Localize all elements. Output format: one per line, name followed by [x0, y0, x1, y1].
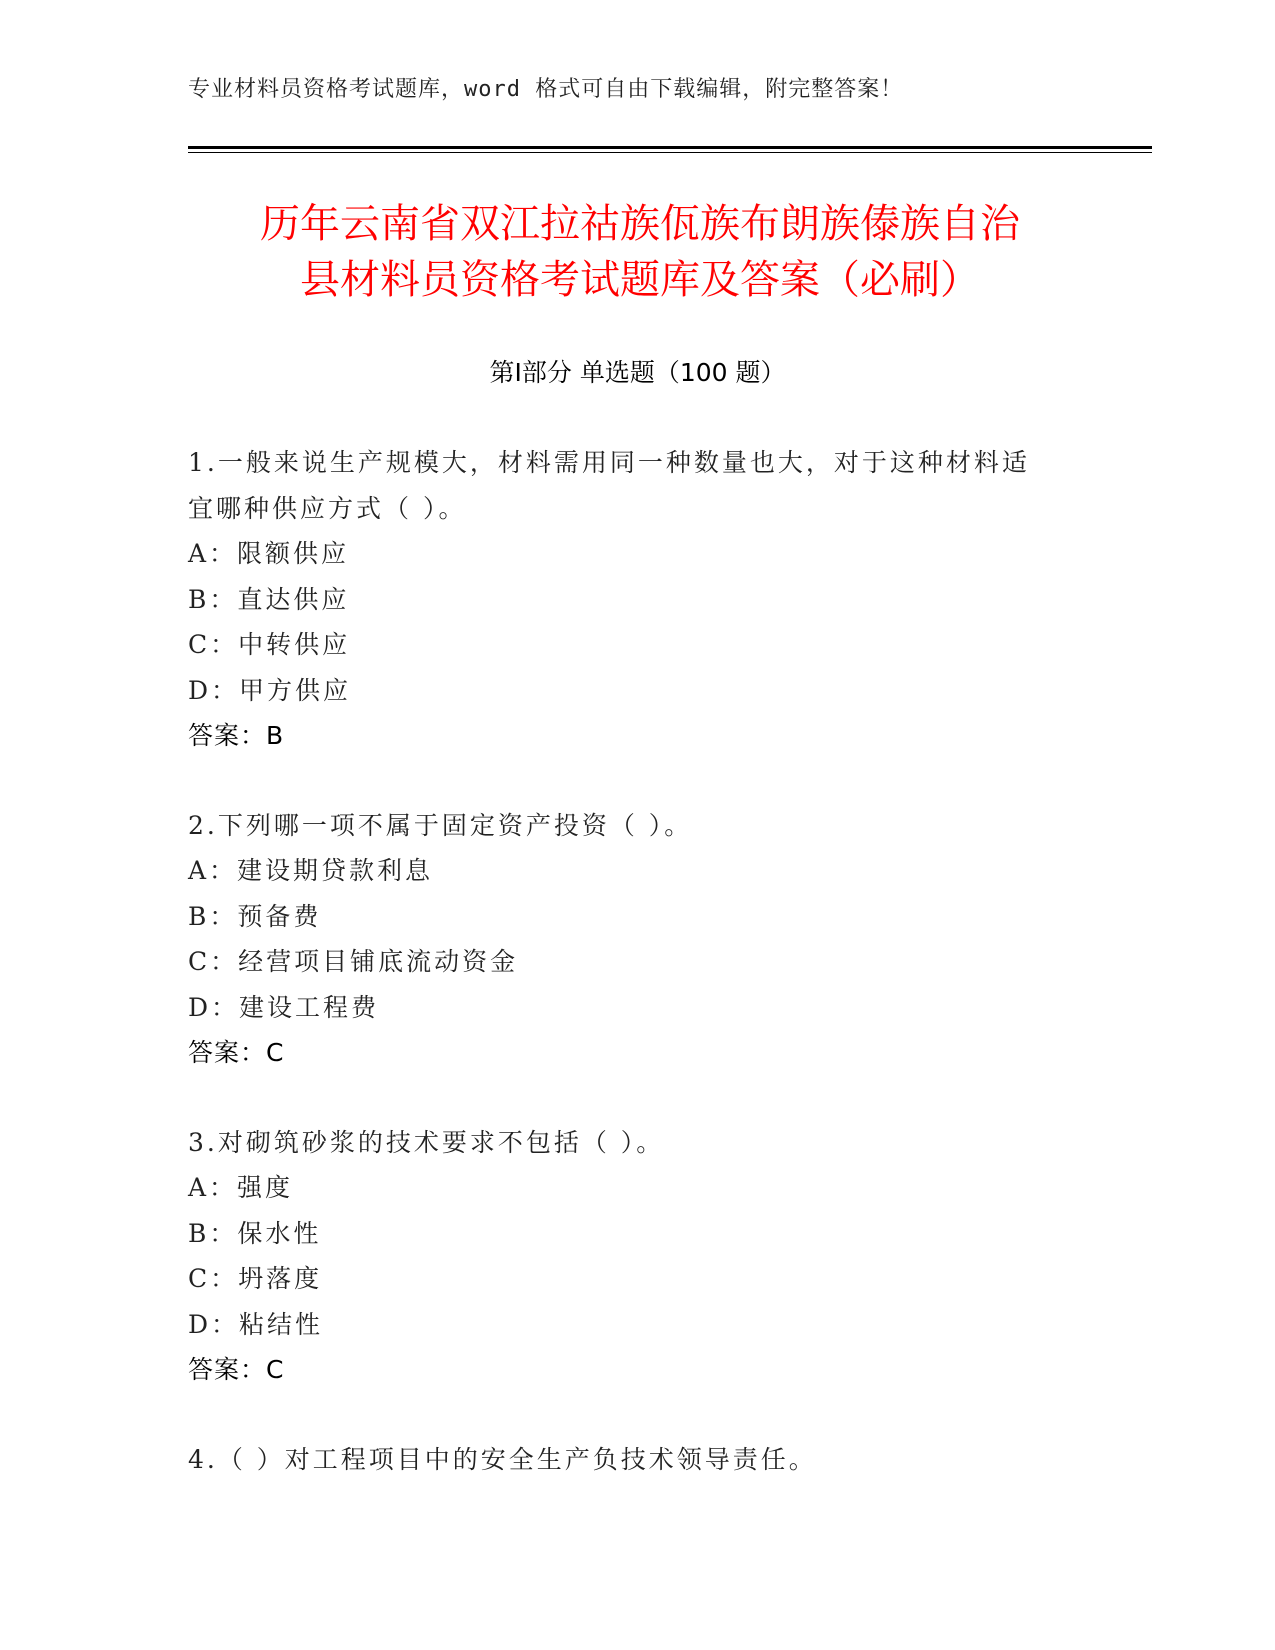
header-rule-thin	[188, 152, 1152, 153]
header-note: 专业材料员资格考试题库，word 格式可自由下载编辑，附完整答案！	[188, 77, 904, 102]
option-d: D：粘结性	[188, 1309, 324, 1339]
option-a: A：建设期贷款利息	[188, 856, 434, 885]
question-stem-line: 1.一般来说生产规模大，材料需用同一种数量也大，对于这种材料适	[188, 448, 1030, 477]
option-d: D：甲方供应	[188, 675, 352, 705]
option-b: B：预备费	[188, 901, 322, 931]
section-heading: 第Ⅰ部分 单选题（100 题）	[489, 358, 786, 387]
title-line-1: 历年云南省双江拉祜族佤族布朗族傣族自治	[260, 201, 1020, 247]
option-b: B：保水性	[188, 1218, 322, 1248]
option-c: C：坍落度	[188, 1264, 323, 1293]
question-3	[188, 1120, 1068, 1393]
question-stem-line: 4.（ ）对工程项目中的安全生产负技术领导责任。	[188, 1444, 817, 1474]
option-a: A：限额供应	[188, 539, 350, 568]
option-a: A：强度	[188, 1173, 294, 1202]
question-stem-line: 宜哪种供应方式（ ）。	[188, 493, 467, 523]
answer-line: 答案：B	[188, 721, 285, 750]
question-list	[188, 440, 1068, 1526]
answer-line: 答案：C	[188, 1038, 285, 1067]
title-line-2: 县材料员资格考试题库及答案（必刷）	[300, 257, 980, 303]
answer-line: 答案：C	[188, 1355, 285, 1384]
header-rule-thick	[188, 146, 1152, 149]
question-1	[188, 440, 1068, 759]
option-c: C：中转供应	[188, 630, 351, 659]
question-4	[188, 1437, 1068, 1483]
option-d: D：建设工程费	[188, 992, 380, 1022]
question-stem-line: 2.下列哪一项不属于固定资产投资（ ）。	[188, 810, 693, 840]
question-stem-line: 3.对砌筑砂浆的技术要求不包括（ ）。	[188, 1127, 665, 1157]
option-c: C：经营项目铺底流动资金	[188, 947, 519, 976]
option-b: B：直达供应	[188, 584, 350, 614]
question-2	[188, 803, 1068, 1076]
document-title	[170, 196, 1110, 308]
